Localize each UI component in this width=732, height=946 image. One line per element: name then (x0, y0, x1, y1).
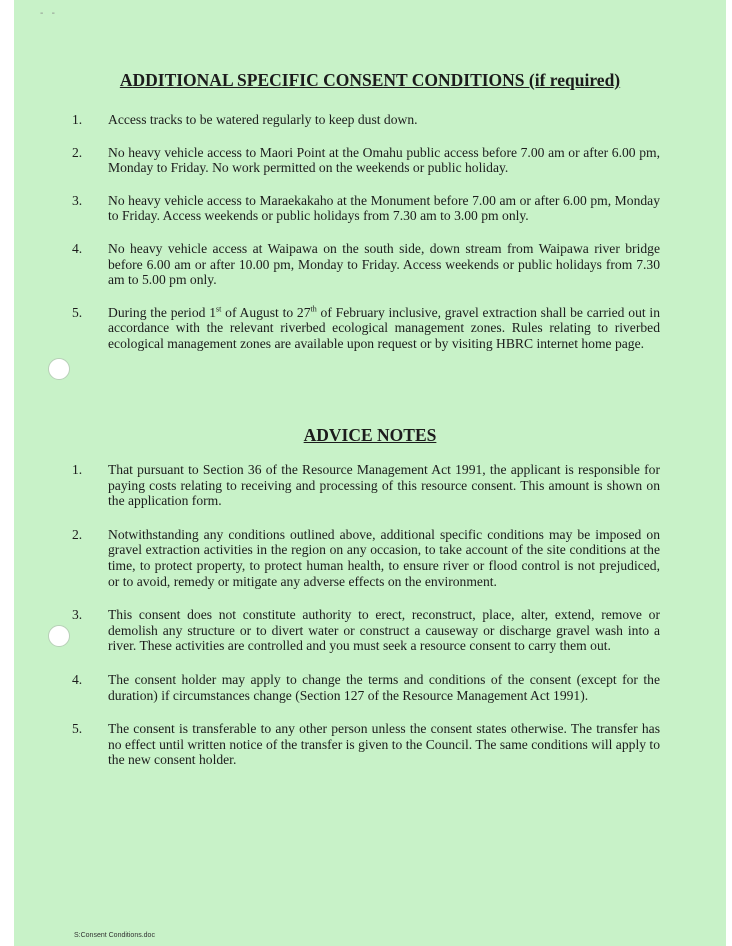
punch-hole (48, 358, 70, 380)
item-text: The consent holder may apply to change the terms and conditions of the consent (except for the duration) if circumstances change (Section 127 of the Resource Management Act 1991). (108, 671, 660, 703)
item-text (108, 305, 660, 351)
conditions-list (72, 112, 660, 369)
list-item (72, 305, 660, 352)
item-number: 5. (72, 721, 83, 737)
item-text: No heavy vehicle access to Maraekakaho at the Monument before 7.00 am or after 6.00 pm, Monday to Friday. Access weekends or public holidays from 7.30 am to 3.00 pm only. (108, 192, 660, 224)
item-number: 1. (72, 462, 83, 477)
item-number: 4. (72, 671, 83, 687)
item-number: 3. (72, 607, 83, 623)
punch-hole (48, 625, 70, 647)
ordinal-suffix: th (310, 304, 317, 314)
list-item (72, 145, 660, 176)
item-text: No heavy vehicle access at Waipawa on the south side, down stream from Waipawa river bridge before 6.00 am or after 10.00 pm, Monday to Friday. Access weekends or public holidays from 7.30 am to 5.00 pm only. (108, 240, 660, 288)
item-number: 1. (72, 112, 83, 127)
list-item (72, 462, 660, 509)
list-item (72, 193, 660, 224)
file-path-footer: S:Consent Conditions.doc (74, 932, 155, 939)
scan-marks: - - (40, 8, 55, 19)
text-part: of August to 27 (221, 304, 311, 320)
item-number: 3. (72, 192, 83, 208)
list-item (72, 672, 660, 703)
item-text: No heavy vehicle access to Maori Point at the Omahu public access before 7.00 am or after 6.00 pm, Monday to Friday. No work permitted on the weekends or public holiday. (108, 144, 660, 176)
item-text: The consent is transferable to any other person unless the consent states otherwise. The transfer has no effect until written notice of the transfer is given to the Council. The same conditions will apply to the new consent holder. (108, 721, 660, 768)
list-item (72, 721, 660, 768)
text-part: of February inclusive, gravel extraction shall be carried out in accordance with the relevant riverbed ecological management zones. Rules relating to riverbed ecological management zones are available upon request or by visiting HBRC internet home page. (108, 304, 660, 351)
item-text: Access tracks to be watered regularly to keep dust down. (108, 112, 418, 127)
item-number: 2. (72, 144, 83, 160)
ordinal-suffix: st (216, 304, 222, 314)
item-number: 4. (72, 240, 83, 256)
list-item (72, 607, 660, 654)
list-item (72, 112, 660, 128)
item-text: That pursuant to Section 36 of the Resource Management Act 1991, the applicant is responsible for paying costs relating to receiving and processing of this resource consent. This amount is shown on the application form. (108, 462, 660, 509)
document-page (14, 0, 726, 946)
text-part: During the period 1 (108, 304, 217, 320)
advice-heading: ADVICE NOTES (303, 425, 437, 445)
advice-list (72, 462, 660, 786)
list-item (72, 241, 660, 288)
item-text: This consent does not constitute authority to erect, reconstruct, place, alter, extend, remove or demolish any structure or to divert water or construct a causeway or discharge gravel wash into a river. These activities are controlled and you must seek a resource consent to carry them out. (108, 607, 660, 654)
conditions-heading: ADDITIONAL SPECIFIC CONSENT CONDITIONS (if required) (119, 70, 621, 90)
item-text: Notwithstanding any conditions outlined above, additional specific conditions may be imposed on gravel extraction activities in the region on any occasion, to take account of the site conditions at the time, to protect property, to protect human health, to ensure river or flood control is not prejudiced, or to avoid, remedy or mitigate any adverse effects on the environment. (108, 526, 660, 589)
item-number: 5. (72, 304, 83, 320)
item-number: 2. (72, 526, 83, 542)
list-item (72, 527, 660, 589)
